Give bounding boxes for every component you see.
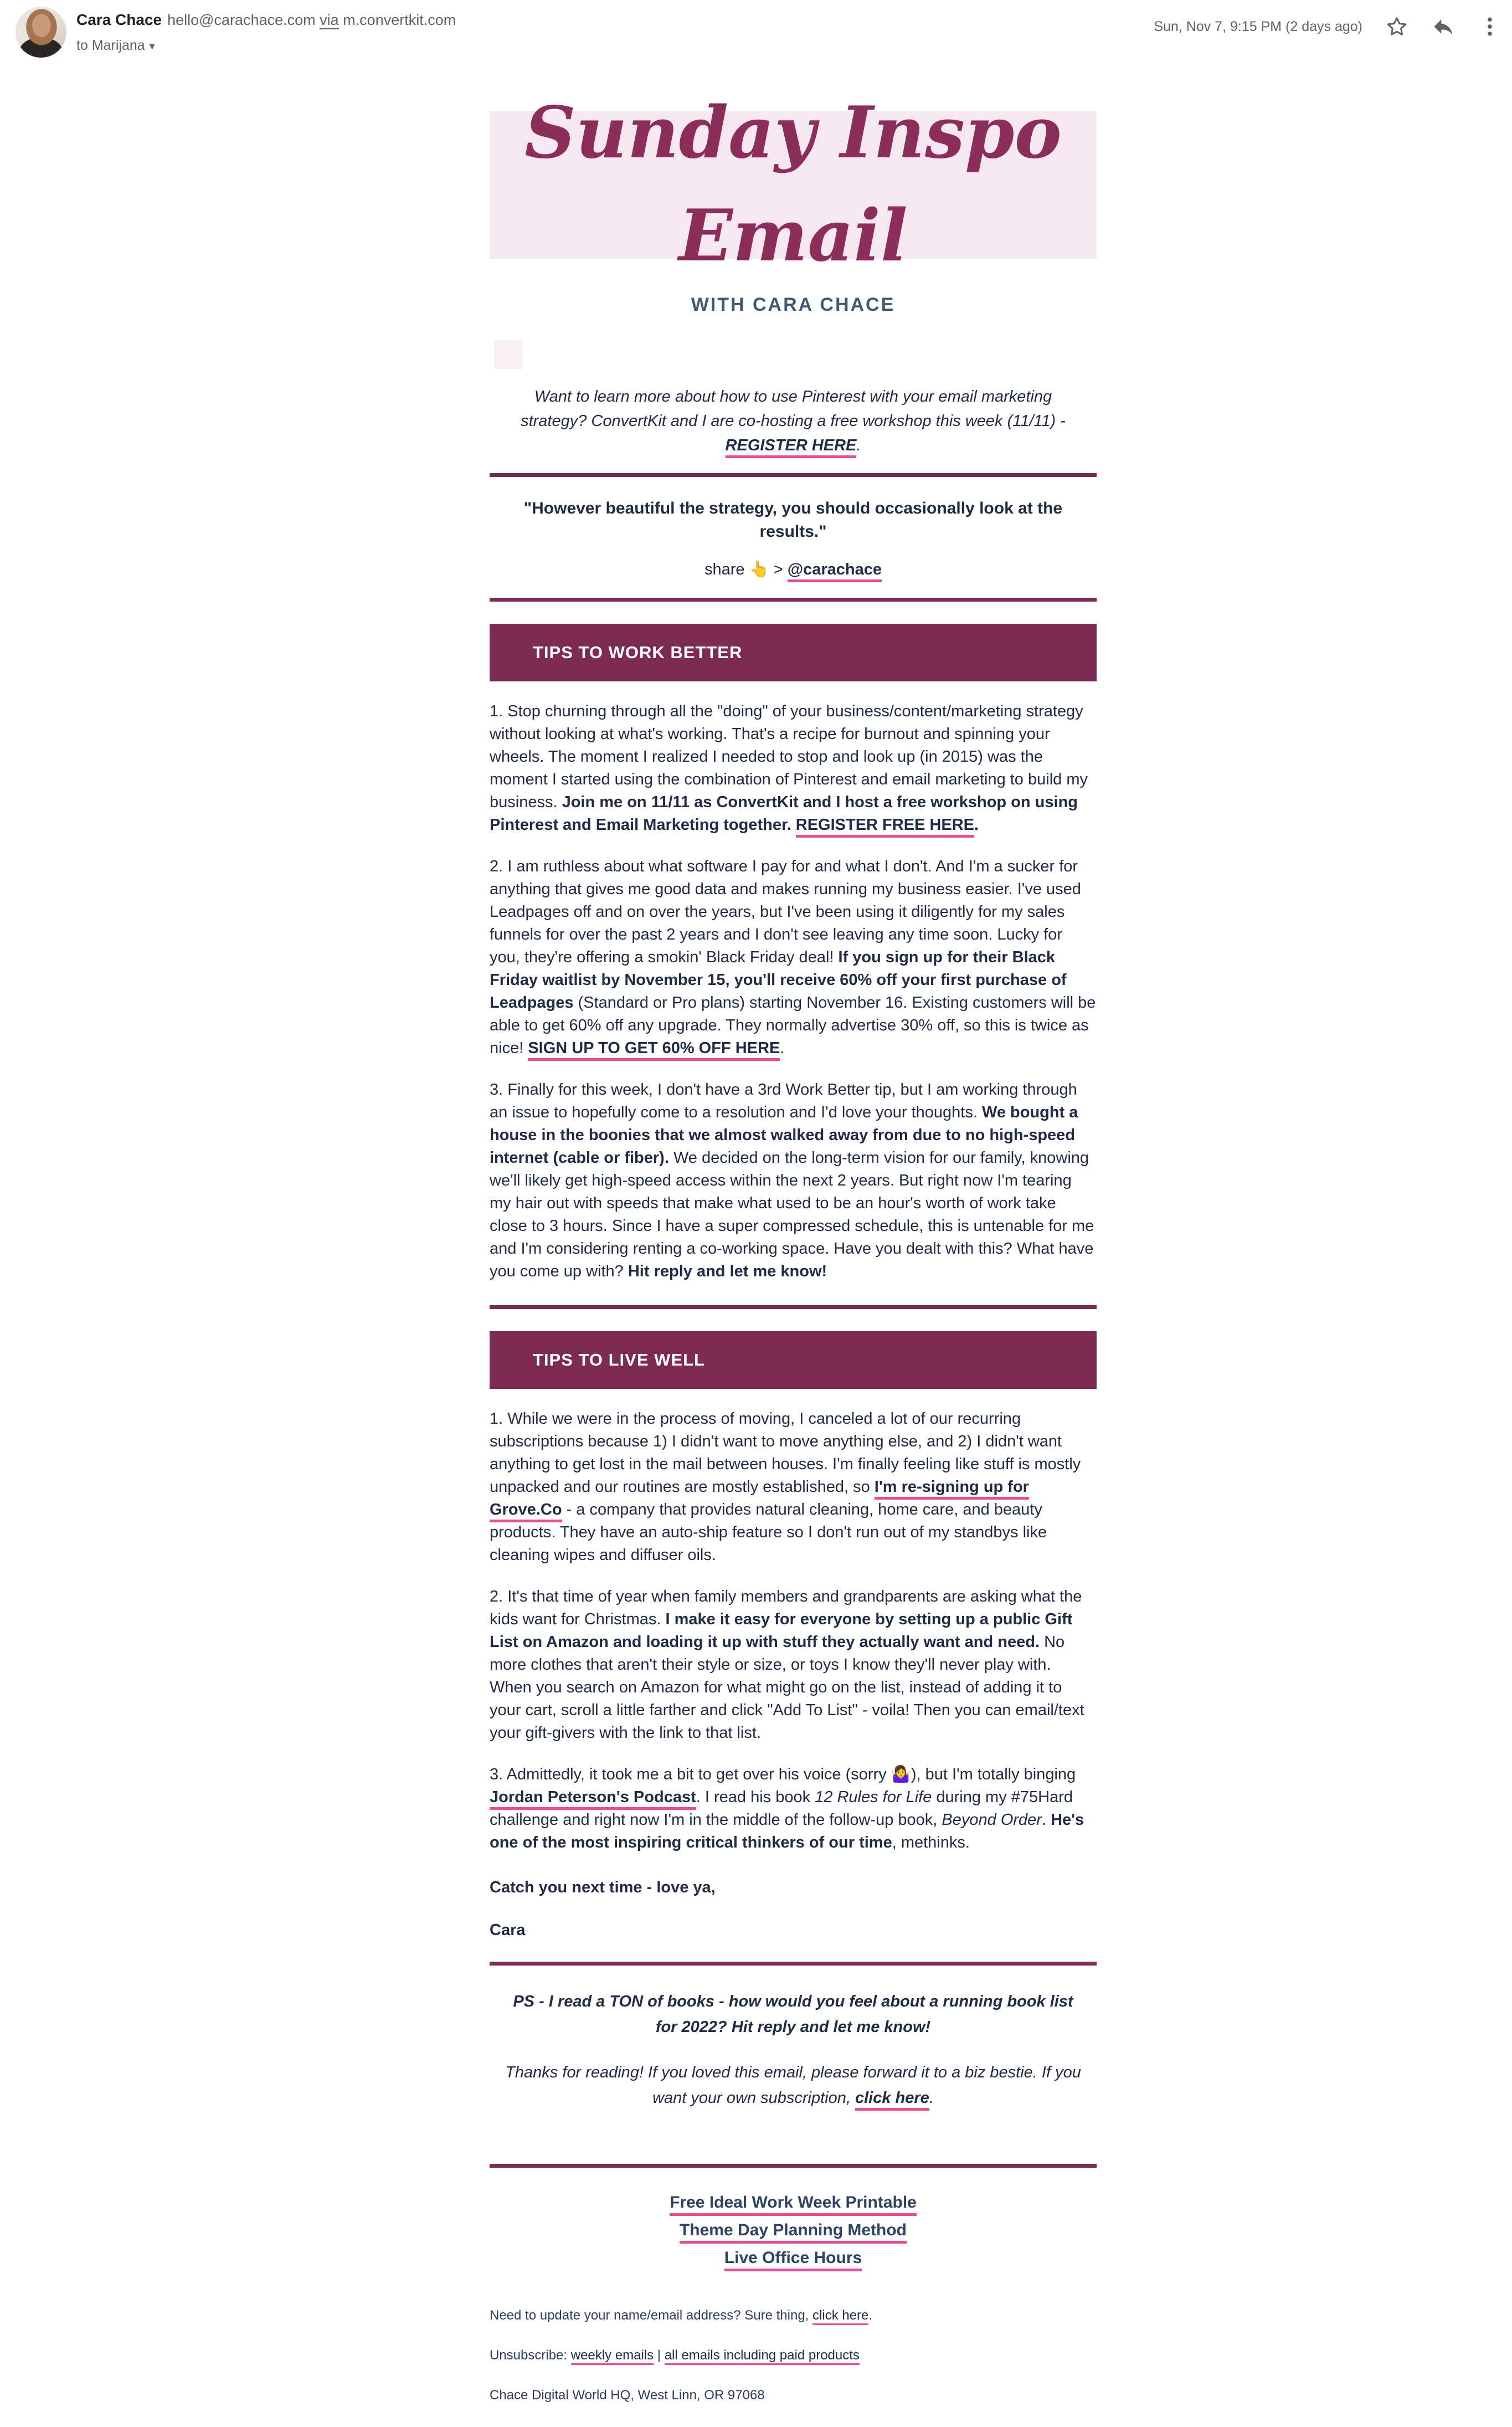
quote-text: "However beautiful the strategy, you should occasionally look at the results."	[523, 499, 1063, 541]
recipient-dropdown-icon[interactable]: ▾	[149, 40, 155, 53]
emoji: 👆	[749, 561, 769, 579]
sender-email: hello@carachace.com	[167, 12, 316, 28]
text-run: >	[769, 561, 788, 579]
reply-icon[interactable]	[1431, 14, 1456, 39]
unsubscribe-line	[490, 2347, 1097, 2364]
divider	[490, 473, 1097, 477]
via-label: via	[320, 12, 339, 28]
star-icon[interactable]	[1385, 14, 1409, 39]
divider	[490, 598, 1097, 602]
ps-paragraph	[511, 1989, 1076, 2040]
sender-line	[76, 11, 456, 29]
inline-link[interactable]: all emails including paid products	[665, 2348, 860, 2365]
text-run: No more clothes that aren't their style or size, or toys I know they'll never play with. When you search on Amazon for what might go on the list, instead of adding it to your cart, scroll a little farther and click "Add To List" - voila! Then you can email/text your gift-givers with the link to that list.	[490, 1633, 1084, 1742]
inline-link[interactable]: Jordan Peterson's Podcast	[490, 1788, 696, 1810]
postal-address	[490, 2387, 1097, 2404]
text-run: (Standard or Pro plans) starting November 16. Existing customers will be able to get 60% off any upgrade. They normally advertise 30% off, so this is twice as nice!	[490, 994, 1096, 1058]
text-run: .	[868, 2308, 873, 2323]
text-run: We decided on the long-term vision for our family, knowing we'll likely get high-speed access within the next 2 years. But right now I'm tearing my hair out with speeds that make what used to be an hour's worth of work take close to 3 hours. Since I have a super compressed schedule, this is untenable for me and I'm considering renting a co-working space. Have you dealt with this? What have you come up with?	[490, 1149, 1094, 1281]
text-run: share	[704, 561, 749, 579]
fine-print	[490, 2307, 1097, 2404]
footer-link-ideal-work-week[interactable]: Free Ideal Work Week Printable	[670, 2193, 917, 2216]
more-options-icon[interactable]	[1478, 14, 1502, 39]
text-run: If you sign up for their Black Friday waitlist by November 15, you'll receive 60% off your first purchase of Leadpages	[490, 948, 1067, 1012]
text-run: .	[780, 1039, 785, 1058]
inline-link[interactable]: SIGN UP TO GET 60% OFF HERE	[528, 1039, 780, 1061]
text-run: 2. I am ruthless about what software I pay for and what I don't. And I'm a sucker for anything that gives me good data and makes running my business easier. I've used Leadpages off and on over the years, but I've been using it diligently for my sales funnels for over the past 2 years and I don't see leaving any time soon. Lucky for you, they're offering a smokin' Black Friday deal!	[490, 858, 1081, 967]
text-run: PS - I read a TON of books - how would you feel about a running book list for 2022? Hit reply and let me know!	[513, 1993, 1073, 2036]
inline-link[interactable]: weekly emails	[571, 2348, 654, 2365]
message-meta	[1154, 14, 1502, 39]
text-run: .	[929, 2089, 934, 2107]
text-run: Want to learn more about how to use Pinterest with your email marketing strategy? ConvertKit and I are co-hosting a free workshop this week (11/11) -	[521, 388, 1066, 430]
text-run: - a company that provides natural cleaning, home care, and beauty products. They have an auto-ship feature so I don't run out of my standbys like cleaning wipes and diffuser oils.	[490, 1501, 1047, 1564]
text-run: 1. Stop churning through all the "doing" of your business/content/marketing strategy without looking at what's working. That's a recipe for burnout and spinning your wheels. The moment I realized I needed to stop and look up (in 2015) was the moment I started using the combination of Pinterest and email marketing to build my business.	[490, 702, 1088, 812]
recipient-line[interactable]	[76, 38, 456, 54]
text-run: ), but I'm totally binging	[911, 1766, 1076, 1784]
text-run: .	[1041, 1811, 1051, 1829]
text-run: Thanks for reading! If you loved this email, please forward it to a biz bestie. If you want your own subscription,	[505, 2064, 1081, 2107]
text-run: .	[974, 816, 979, 834]
text-run: .	[856, 437, 861, 455]
text-run: Hit reply and let me know!	[628, 1263, 827, 1281]
text-run: Join me on 11/11 as ConvertKit and I host a free workshop on using Pinterest and Email Marketing together.	[490, 793, 1078, 834]
inline-link[interactable]: REGISTER FREE HERE	[796, 816, 974, 838]
thanks-paragraph	[500, 2060, 1087, 2111]
sender-name: Cara Chace	[76, 11, 162, 28]
text-run: . I read his book	[696, 1788, 815, 1807]
signature: Cara	[490, 1921, 526, 1939]
live-well-paragraph-2	[490, 1585, 1097, 1744]
work-better-paragraph-1	[490, 700, 1097, 837]
inline-link[interactable]: click here	[812, 2308, 868, 2325]
text-run: Beyond Order	[942, 1811, 1042, 1829]
text-run: 12 Rules for Life	[815, 1788, 932, 1807]
divider	[490, 1962, 1097, 1966]
work-better-paragraph-3	[490, 1079, 1097, 1283]
emoji: 🤷‍♀️	[891, 1766, 911, 1784]
divider	[490, 2164, 1097, 2168]
message-date: Sun, Nov 7, 9:15 PM (2 days ago)	[1154, 18, 1362, 34]
inline-link[interactable]: I'm re-signing up for Grove.Co	[490, 1478, 1029, 1522]
inline-link[interactable]: REGISTER HERE	[726, 437, 857, 458]
text-run: 3. Finally for this week, I don't have a 3rd Work Better tip, but I am working through an issue to hopefully come to a resolution and I'd love your thoughts.	[490, 1081, 1077, 1122]
work-better-paragraph-2	[490, 855, 1097, 1060]
text-run: Need to update your name/email address? Sure thing,	[490, 2308, 813, 2323]
newsletter-title: Sunday Inspo Email	[490, 82, 1097, 288]
text-run: Unsubscribe:	[490, 2348, 571, 2363]
footer-links	[490, 2193, 1097, 2267]
live-well-paragraph-1	[490, 1408, 1097, 1567]
sender-avatar	[16, 7, 66, 58]
section-heading-work-better: TIPS TO WORK BETTER	[490, 624, 1097, 681]
inline-link[interactable]: click here	[855, 2089, 929, 2111]
live-well-paragraph-3	[490, 1763, 1097, 1854]
via-domain: m.convertkit.com	[343, 12, 456, 28]
decorative-pink-square	[494, 340, 523, 369]
intro-paragraph	[500, 384, 1087, 458]
share-line	[490, 560, 1097, 579]
text-run: We bought a house in the boonies that we almost walked away from due to no high-speed internet (cable or fiber).	[490, 1104, 1078, 1167]
divider	[490, 1305, 1097, 1309]
section-heading-live-well: TIPS TO LIVE WELL	[490, 1331, 1097, 1389]
text-run: He's one of the most inspiring critical thinkers of our time	[490, 1811, 1084, 1852]
update-address-line	[490, 2307, 1097, 2324]
masthead	[490, 82, 1097, 316]
text-run: 2. It's that time of year when family members and grandparents are asking what the kids want for Christmas.	[490, 1588, 1082, 1629]
text-run: Chace Digital World HQ, West Linn, OR 97068	[490, 2388, 765, 2403]
text-run: 3. Admittedly, it took me a bit to get over his voice (sorry	[490, 1766, 891, 1784]
email-body	[490, 0, 1097, 2427]
text-run: , methinks.	[892, 1834, 970, 1852]
inline-link[interactable]: @carachace	[788, 561, 882, 582]
recipient-text: to Marijana	[76, 38, 145, 53]
newsletter-subtitle: WITH CARA CHACE	[691, 294, 896, 316]
text-run: during my #75Hard challenge and right now I'm in the middle of the follow-up book,	[490, 1788, 1073, 1829]
footer-link-office-hours[interactable]: Live Office Hours	[724, 2249, 862, 2271]
footer-link-theme-day[interactable]: Theme Day Planning Method	[680, 2221, 907, 2244]
sender-block	[76, 11, 456, 54]
text-run: I make it easy for everyone by setting up a public Gift List on Amazon and loading it up with stuff they actually want and need.	[490, 1610, 1073, 1651]
text-run: |	[654, 2348, 665, 2363]
signoff-line: Catch you next time - love ya,	[490, 1879, 716, 1897]
text-run: 1. While we were in the process of moving, I canceled a lot of our recurring subscriptions because 1) I didn't want to move anything else, and 2) I didn't want anything to get lost in the mail between houses. I'm finally feeling like stuff is mostly unpacked and our routines are mostly established, so	[490, 1410, 1081, 1496]
